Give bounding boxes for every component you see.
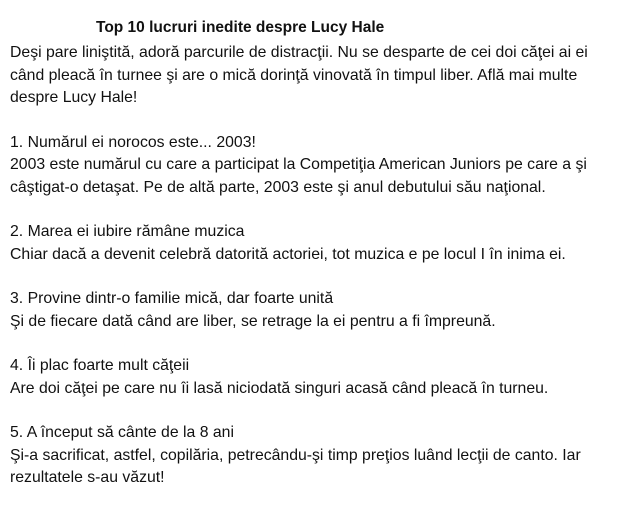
- item-text: Şi de fiecare dată când are liber, se retrage la ei pentru a fi împreună.: [10, 312, 496, 330]
- intro-paragraph: Deşi pare liniştită, adoră parcurile de distracţii. Nu se desparte de cei doi căţei ai ei când pleacă în turnee şi are o mică dorinţă vinovată în timpul liber. Află mai multe despre Lucy Hale!: [10, 44, 588, 106]
- item-text: 2003 este numărul cu care a participat la Competiţia American Juniors pe care a şi câştigat-o detaşat. Pe de altă parte, 2003 este şi anul debutului său naţional.: [10, 156, 587, 196]
- paragraph-gap: [10, 199, 610, 221]
- item-heading: 5. A început să cânte de la 8 ani: [10, 424, 234, 441]
- list-item: [10, 132, 610, 200]
- list-item: [10, 221, 610, 266]
- item-heading: 4. Îi plac foarte mult căţeii: [10, 357, 190, 374]
- list-item: [10, 422, 610, 490]
- paragraph-gap: [10, 266, 610, 288]
- item-heading: 3. Provine dintr-o familie mică, dar foarte unită: [10, 290, 334, 307]
- list-item: [10, 355, 610, 400]
- list-item: [10, 288, 610, 333]
- item-heading: 1. Numărul ei norocos este... 2003!: [10, 133, 256, 151]
- paragraph-gap: [10, 333, 610, 355]
- paragraph-gap: [10, 110, 610, 132]
- document: [10, 18, 610, 490]
- paragraph-gap: [10, 400, 610, 422]
- item-text: Chiar dacă a devenit celebră datorită actoriei, tot muzica e pe locul I în inima ei.: [10, 245, 566, 263]
- document-title: Top 10 lucruri inedite despre Lucy Hale: [96, 19, 385, 36]
- item-heading: 2. Marea ei iubire rămâne muzica: [10, 223, 245, 240]
- item-text: Are doi căţei pe care nu îi lasă niciodată singuri acasă când pleacă în turneu.: [10, 379, 549, 397]
- item-text: Şi-a sacrificat, astfel, copilăria, petrecându-şi timp preţios luând lecţii de canto. Iar rezultatele s-au văzut!: [10, 446, 581, 486]
